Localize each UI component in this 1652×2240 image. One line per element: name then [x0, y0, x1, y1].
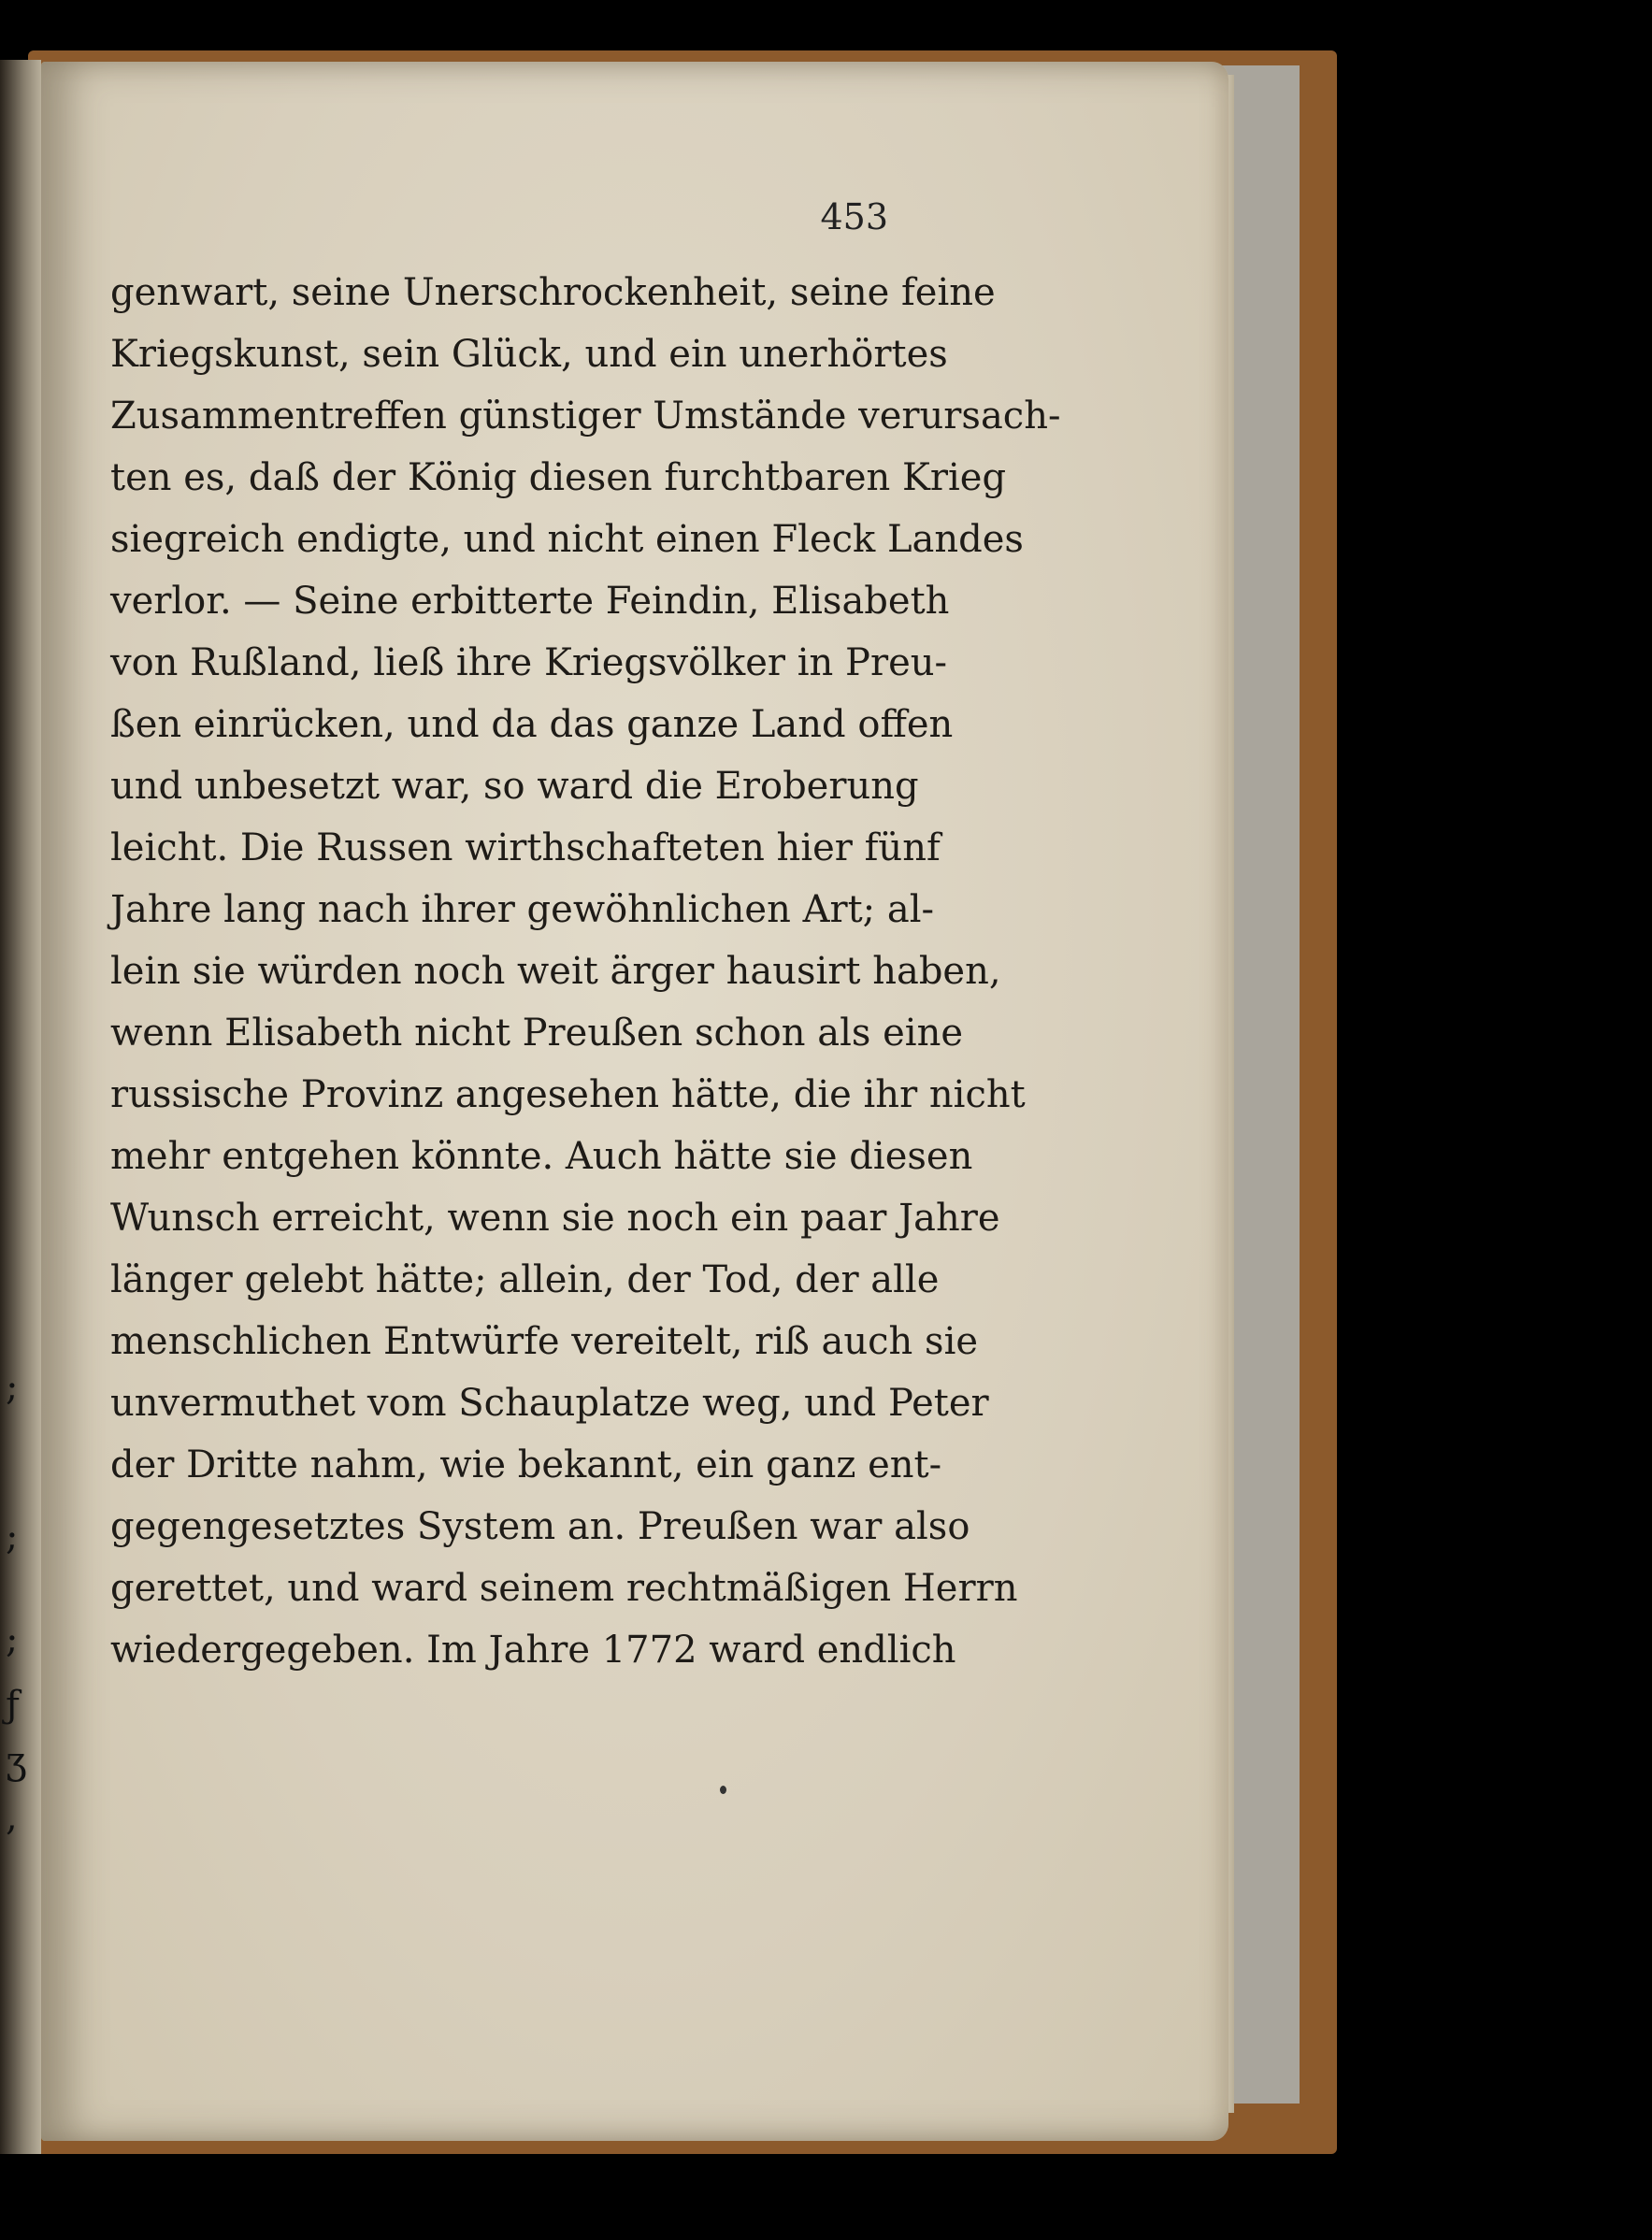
text-line: lein sie würden noch weit ärger hausirt haben,	[110, 950, 1001, 993]
text-line: wiedergegeben. Im Jahre 1772 ward endlich	[110, 1629, 956, 1672]
text-line: Wunsch erreicht, wenn sie noch ein paar Jahre	[110, 1197, 1000, 1240]
text-line: gerettet, und ward seinem rechtmäßigen Herrn	[110, 1567, 1018, 1610]
text-line: unvermuthet vom Schauplatze weg, und Peter	[110, 1382, 989, 1425]
prev-page-mark: ;	[6, 1515, 19, 1558]
text-line: Kriegskunst, sein Glück, und ein unerhörtes	[110, 333, 948, 376]
text-line: leicht. Die Russen wirthschafteten hier fünf	[110, 826, 941, 869]
text-line: und unbesetzt war, so ward die Eroberung	[110, 765, 919, 808]
prev-page-mark: ,	[6, 1796, 18, 1839]
previous-page-edge	[0, 60, 41, 2154]
prev-page-mark: ;	[6, 1618, 19, 1661]
text-line: der Dritte nahm, wie bekannt, ein ganz ent-	[110, 1443, 942, 1486]
ink-speck	[720, 1786, 726, 1794]
text-line: russische Provinz angesehen hätte, die ihr nicht	[110, 1073, 1026, 1116]
text-line: genwart, seine Unerschrockenheit, seine feine	[110, 271, 996, 314]
text-line: wenn Elisabeth nicht Preußen schon als eine	[110, 1012, 964, 1055]
text-line: länger gelebt hätte; allein, der Tod, der alle	[110, 1258, 940, 1301]
prev-page-mark: ƒ	[6, 1684, 20, 1727]
text-line: von Rußland, ließ ihre Kriegsvölker in Preu-	[110, 641, 948, 684]
text-line: Zusammentreffen günstiger Umstände verursach-	[110, 395, 1061, 438]
prev-page-mark: ;	[6, 1366, 19, 1409]
text-line: gegengesetztes System an. Preußen war also	[110, 1505, 970, 1548]
text-line: mehr entgehen könnte. Auch hätte sie diesen	[110, 1135, 973, 1178]
text-line: ßen einrücken, und da das ganze Land offen	[110, 703, 954, 746]
text-line: verlor. — Seine erbitterte Feindin, Elisabeth	[110, 580, 950, 623]
page-number: 453	[820, 196, 888, 237]
text-line: Jahre lang nach ihrer gewöhnlichen Art; al-	[110, 888, 934, 931]
text-line: menschlichen Entwürfe vereitelt, riß auch sie	[110, 1320, 979, 1363]
page-text	[110, 262, 1061, 1681]
text-line: ten es, daß der König diesen furchtbaren Krieg	[110, 456, 1007, 499]
text-line: siegreich endigte, und nicht einen Fleck Landes	[110, 518, 1024, 561]
prev-page-mark: ʒ	[6, 1740, 27, 1783]
